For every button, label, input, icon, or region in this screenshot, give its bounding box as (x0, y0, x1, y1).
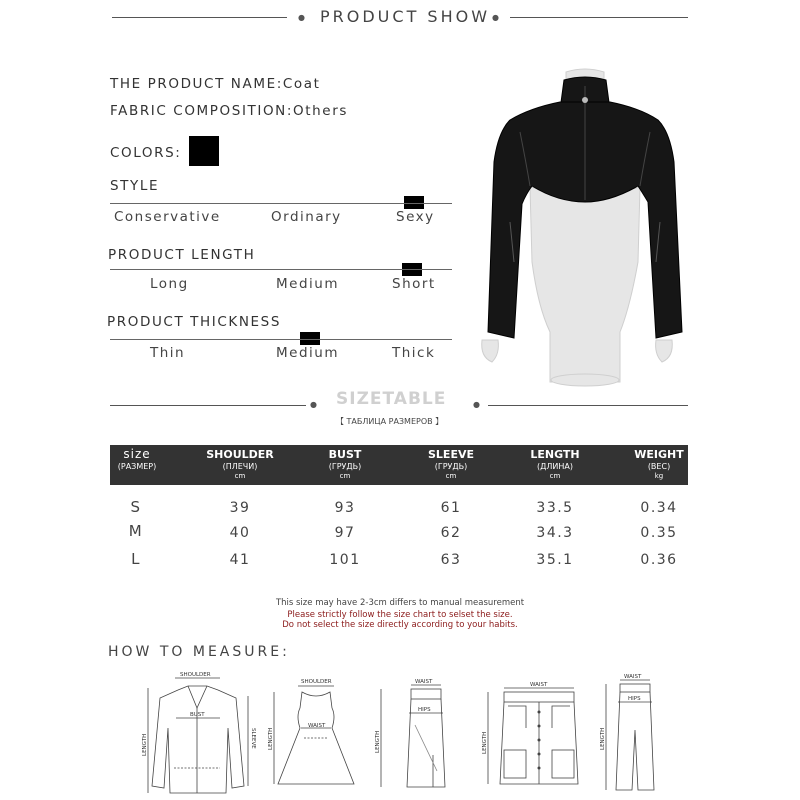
thickness-scale-line (110, 339, 452, 340)
sizetable-dot-left: ● (310, 400, 317, 409)
length-cell: 35.1 (536, 552, 574, 568)
style-title: STYLE (110, 178, 160, 194)
thickness-title: PRODUCT THICKNESS (107, 314, 282, 330)
size-cell: S (130, 498, 142, 516)
col-bust: BUST (ГРУДЬ) cm (328, 448, 362, 480)
label-length: LENGTH (482, 731, 488, 754)
sleeve-cell: 62 (440, 525, 462, 541)
length-scale-line (110, 269, 452, 270)
fabric-value: Others (293, 103, 348, 119)
product-name-label: THE PRODUCT NAME: (110, 76, 283, 92)
sizetable-subtitle: 【 ТАБЛИЦА РАЗМЕРОВ 】 (336, 417, 444, 426)
weight-cell: 0.34 (640, 500, 678, 516)
size-cell: M (128, 522, 144, 540)
sizetable-title: SIZETABLE (336, 389, 447, 409)
header-dot-right: ● (492, 13, 499, 22)
label-hips: HIPS (418, 707, 431, 713)
page-title: PRODUCT SHOW (320, 7, 491, 26)
style-option-sexy: Sexy (396, 209, 435, 225)
shoulder-cell: 39 (229, 500, 251, 516)
trousers-measure-diagram (600, 670, 660, 798)
thickness-option-medium: Medium (276, 345, 339, 361)
note-habits: Do not select the size directly according to your habits. (282, 620, 518, 630)
label-sleeve: SLEEVE (250, 728, 256, 749)
sleeve-cell: 61 (440, 500, 462, 516)
sizetable-dot-right: ● (473, 400, 480, 409)
bust-cell: 93 (334, 500, 356, 516)
product-photo (470, 62, 700, 392)
col-shoulder: SHOULDER (ПЛЕЧИ) cm (206, 448, 274, 480)
colors-label: COLORS: (110, 145, 182, 161)
length-cell: 34.3 (536, 525, 574, 541)
label-bust: BUST (190, 712, 205, 718)
label-shoulder: SHOULDER (180, 672, 211, 678)
length-option-short: Short (392, 276, 436, 292)
length-option-medium: Medium (276, 276, 339, 292)
header-dot-left: ● (298, 13, 305, 22)
label-waist: WAIST (308, 723, 326, 729)
thickness-option-thick: Thick (392, 345, 436, 361)
label-waist: WAIST (624, 674, 642, 680)
fabric-composition (110, 103, 348, 119)
color-swatch-black (189, 136, 219, 166)
style-option-conservative: Conservative (114, 209, 221, 225)
length-option-long: Long (150, 276, 189, 292)
sleeve-cell: 63 (440, 552, 462, 568)
length-title: PRODUCT LENGTH (108, 247, 256, 263)
product-name-value: Coat (282, 76, 321, 92)
jacket-zipper-pull (582, 97, 588, 103)
dress-measure-diagram (268, 672, 363, 798)
bust-cell: 97 (334, 525, 356, 541)
header-rule-right (510, 17, 688, 18)
header-rule-left (112, 17, 287, 18)
size-cell: L (131, 550, 141, 568)
label-length: LENGTH (600, 727, 606, 750)
skirt-measure-diagram (375, 675, 455, 797)
col-sleeve: SLEEVE (ГРУДЬ) cm (428, 448, 474, 480)
bust-cell: 101 (329, 552, 361, 568)
label-length: LENGTH (142, 733, 148, 756)
length-cell: 33.5 (536, 500, 574, 516)
fabric-label: FABRIC COMPOSITION: (110, 103, 294, 119)
weight-cell: 0.35 (640, 525, 678, 541)
col-size: size (РАЗМЕР) (117, 447, 157, 471)
label-waist: WAIST (415, 679, 433, 685)
col-weight: WEIGHT (ВЕС) kg (634, 448, 684, 480)
style-scale-line (110, 203, 452, 204)
thickness-option-thin: Thin (150, 345, 186, 361)
shoulder-cell: 41 (229, 552, 251, 568)
label-length: LENGTH (268, 727, 274, 750)
how-to-measure-title: HOW TO MEASURE: (108, 644, 290, 660)
label-hips: HIPS (628, 696, 641, 702)
jacket-measure-diagram (140, 668, 255, 798)
sizetable-rule-left (110, 405, 306, 406)
size-table-header (110, 445, 688, 485)
label-waist: WAIST (530, 682, 548, 688)
weight-cell: 0.36 (640, 552, 678, 568)
sizetable-rule-right (488, 405, 688, 406)
label-shoulder: SHOULDER (301, 679, 332, 685)
product-name (110, 76, 321, 92)
note-follow-chart: Please strictly follow the size chart to selset the size. (287, 610, 513, 620)
col-length: LENGTH (ДЛИНА) cm (530, 448, 580, 480)
label-length: LENGTH (375, 730, 381, 753)
shorts-measure-diagram (480, 680, 590, 798)
shoulder-cell: 40 (229, 525, 251, 541)
note-measurement: This size may have 2-3cm differs to manual measurement (275, 598, 525, 608)
style-option-ordinary: Ordinary (271, 209, 342, 225)
